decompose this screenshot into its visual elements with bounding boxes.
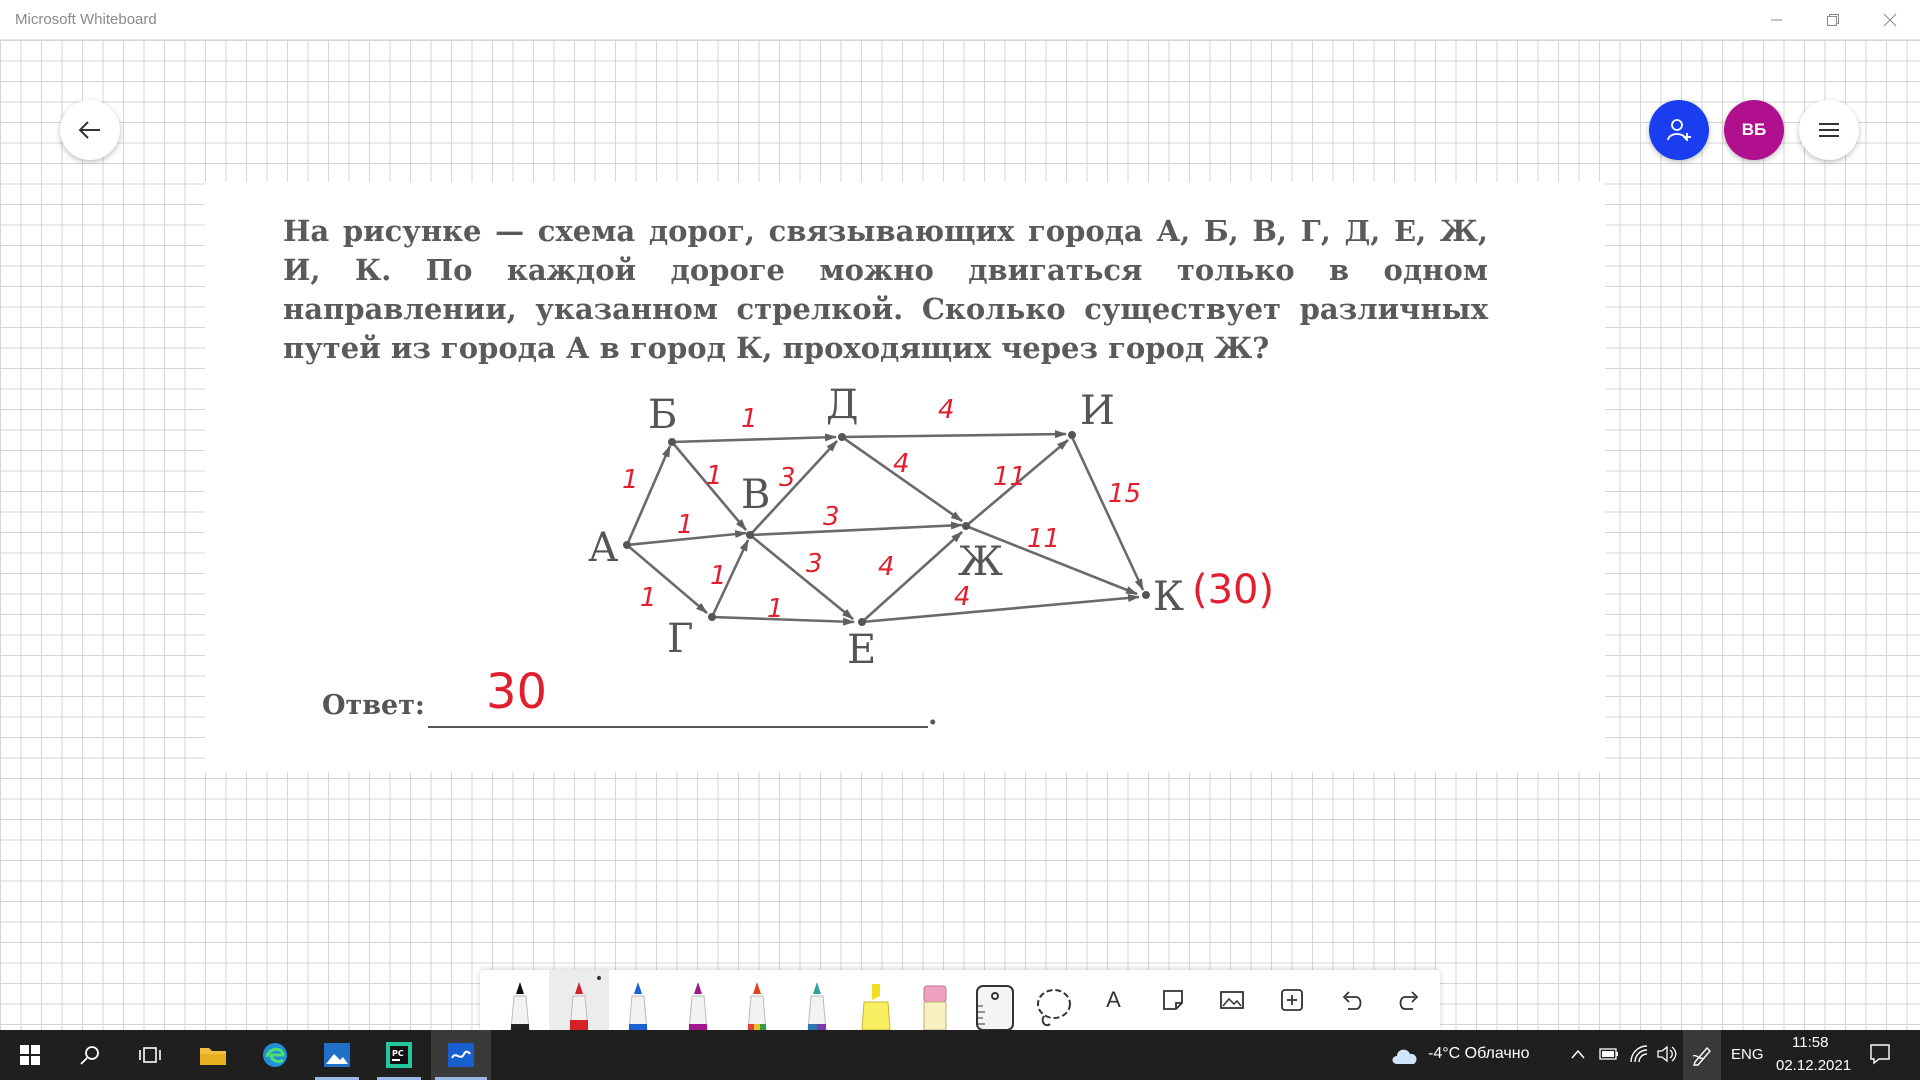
minimize-icon [1771, 14, 1783, 26]
avatar[interactable] [1724, 100, 1784, 160]
purple-pen-tool[interactable] [668, 970, 727, 1030]
taskbar [0, 1030, 1920, 1080]
count-a-v: 1 [677, 510, 694, 540]
ruler-tool[interactable] [965, 970, 1024, 1030]
highlighter-tool[interactable] [846, 970, 905, 1030]
title-bar [0, 0, 1920, 40]
search-icon [80, 1045, 100, 1065]
hamburger-icon [1818, 122, 1840, 138]
count-zh-i: 11 [993, 462, 1027, 492]
close-button[interactable] [1862, 0, 1918, 40]
chevron-up-icon[interactable] [1571, 1049, 1585, 1059]
eraser-icon [920, 978, 950, 1030]
search-button[interactable] [60, 1030, 120, 1080]
count-b-d: 1 [741, 404, 758, 434]
undo-button[interactable] [1321, 970, 1380, 1030]
edge-d-i [842, 434, 1066, 437]
language-indicator[interactable]: ENG [1731, 1046, 1764, 1063]
node-g-label: Г [667, 616, 694, 662]
road-diagram [560, 375, 1320, 675]
weather-text[interactable]: -4°C Облачно [1428, 1045, 1530, 1062]
edge-v-e [750, 535, 853, 619]
add-person-icon [1666, 118, 1692, 142]
node-e-label: Е [847, 627, 877, 673]
answer-handwritten: 30 [486, 664, 548, 720]
count-e-k: 4 [954, 582, 971, 612]
node-a-label: А [588, 525, 619, 571]
minimize-button[interactable] [1749, 0, 1805, 40]
lasso-icon [1034, 978, 1074, 1030]
add-box-icon [1281, 989, 1303, 1011]
rainbow-pen-tool[interactable] [728, 970, 787, 1030]
galaxy-pen-icon [802, 978, 832, 1030]
edge-v-zh [750, 525, 962, 535]
count-d-zh: 4 [893, 449, 910, 479]
pycharm-icon [385, 1041, 413, 1069]
task-view-icon [139, 1046, 161, 1064]
photos-button[interactable] [307, 1030, 367, 1080]
count-b-v: 1 [706, 461, 723, 491]
inking-toolbar [480, 970, 1440, 1030]
clock-date[interactable]: 02.12.2021 [1776, 1057, 1852, 1074]
note-tool[interactable] [1143, 970, 1202, 1030]
count-zh-k: 11 [1027, 524, 1061, 554]
count-a-b: 1 [622, 465, 639, 495]
text-tool[interactable] [1084, 970, 1143, 1030]
edge-e-k [862, 597, 1139, 622]
node-i-label: И [1080, 388, 1115, 434]
close-icon [1883, 13, 1897, 27]
count-k-total: (30) [1192, 567, 1275, 613]
pen-workspace-button[interactable] [1683, 1030, 1721, 1080]
answer-label: Ответ: [322, 690, 425, 721]
red-pen-tool[interactable] [549, 970, 608, 1030]
count-a-g: 1 [640, 583, 657, 613]
folder-icon [199, 1044, 227, 1066]
image-icon [1220, 990, 1244, 1010]
count-v-e: 3 [806, 549, 823, 579]
text-icon: A [1106, 987, 1121, 1012]
task-view-button[interactable] [120, 1030, 180, 1080]
redo-button[interactable] [1381, 970, 1440, 1030]
cloud-icon [1390, 1044, 1420, 1066]
count-g-e: 1 [767, 594, 784, 624]
count-v-d: 3 [779, 463, 796, 493]
file-explorer-button[interactable] [183, 1030, 243, 1080]
highlighter-icon [858, 978, 894, 1030]
sticky-note-icon [1162, 989, 1184, 1011]
notification-center-icon[interactable] [1869, 1043, 1891, 1065]
node-zh-label: Ж [958, 539, 1003, 585]
count-d-i: 4 [938, 395, 955, 425]
svg-text:PC: PC [392, 1049, 404, 1058]
black-pen-icon [505, 978, 535, 1030]
galaxy-pen-tool[interactable] [787, 970, 846, 1030]
whiteboard-icon [447, 1042, 475, 1068]
start-button[interactable] [0, 1030, 60, 1080]
blue-pen-tool[interactable] [609, 970, 668, 1030]
restore-icon [1827, 14, 1839, 26]
black-pen-tool[interactable] [490, 970, 549, 1030]
edge-browser-button[interactable] [245, 1030, 305, 1080]
count-v-zh: 3 [823, 502, 840, 532]
red-pen-icon [564, 978, 594, 1030]
pen-icon [1691, 1044, 1713, 1066]
count-i-k: 15 [1108, 479, 1142, 509]
answer-dot: . [928, 700, 938, 731]
edge-a-g [627, 545, 707, 613]
edge-icon [261, 1041, 289, 1069]
edge-e-zh [862, 532, 962, 622]
node-b-label: Б [648, 392, 678, 438]
undo-icon [1340, 989, 1362, 1011]
edge-b-d [672, 437, 836, 442]
selected-dot [597, 976, 601, 980]
node-v-label: В [741, 472, 771, 518]
whiteboard-app-button[interactable] [431, 1030, 491, 1080]
invite-button[interactable] [1649, 100, 1709, 160]
edge-i-k [1072, 437, 1143, 590]
count-g-v: 1 [710, 561, 727, 591]
eraser-tool[interactable] [906, 970, 965, 1030]
redo-icon [1399, 989, 1421, 1011]
menu-button[interactable] [1799, 100, 1859, 160]
rainbow-pen-icon [742, 978, 772, 1030]
photos-icon [323, 1042, 351, 1068]
back-arrow-icon [78, 120, 102, 140]
windows-logo-icon [20, 1045, 40, 1065]
avatar-initials: ВБ [1741, 120, 1767, 139]
image-tool[interactable] [1203, 970, 1262, 1030]
back-button[interactable] [60, 100, 120, 160]
node-d-label: Д [826, 382, 859, 428]
pycharm-button[interactable] [369, 1030, 429, 1080]
battery-icon[interactable] [1599, 1048, 1619, 1060]
volume-icon[interactable] [1656, 1045, 1678, 1063]
problem-text: На рисунке — схема дорог, связывающих города А, Б, В, Г, Д, Е, Ж, И, К. По каждой дороге можно двигаться только в одном направлении, указанном стрелкой. Сколько существует различных путей из города А в город К, проходящих через город Ж? [283, 214, 1488, 365]
window-title: Microsoft Whiteboard [15, 11, 157, 28]
answer-line [428, 726, 928, 728]
restore-button[interactable] [1805, 0, 1861, 40]
ruler-icon [975, 978, 1015, 1030]
edge-a-b [627, 446, 670, 545]
purple-pen-icon [683, 978, 713, 1030]
blue-pen-icon [623, 978, 653, 1030]
lasso-tool[interactable] [1024, 970, 1083, 1030]
node-k-label: К [1153, 574, 1184, 620]
clock-time[interactable]: 11:58 [1792, 1034, 1829, 1051]
insert-tool[interactable] [1262, 970, 1321, 1030]
count-e-zh: 4 [878, 552, 895, 582]
wifi-icon[interactable] [1629, 1044, 1649, 1064]
